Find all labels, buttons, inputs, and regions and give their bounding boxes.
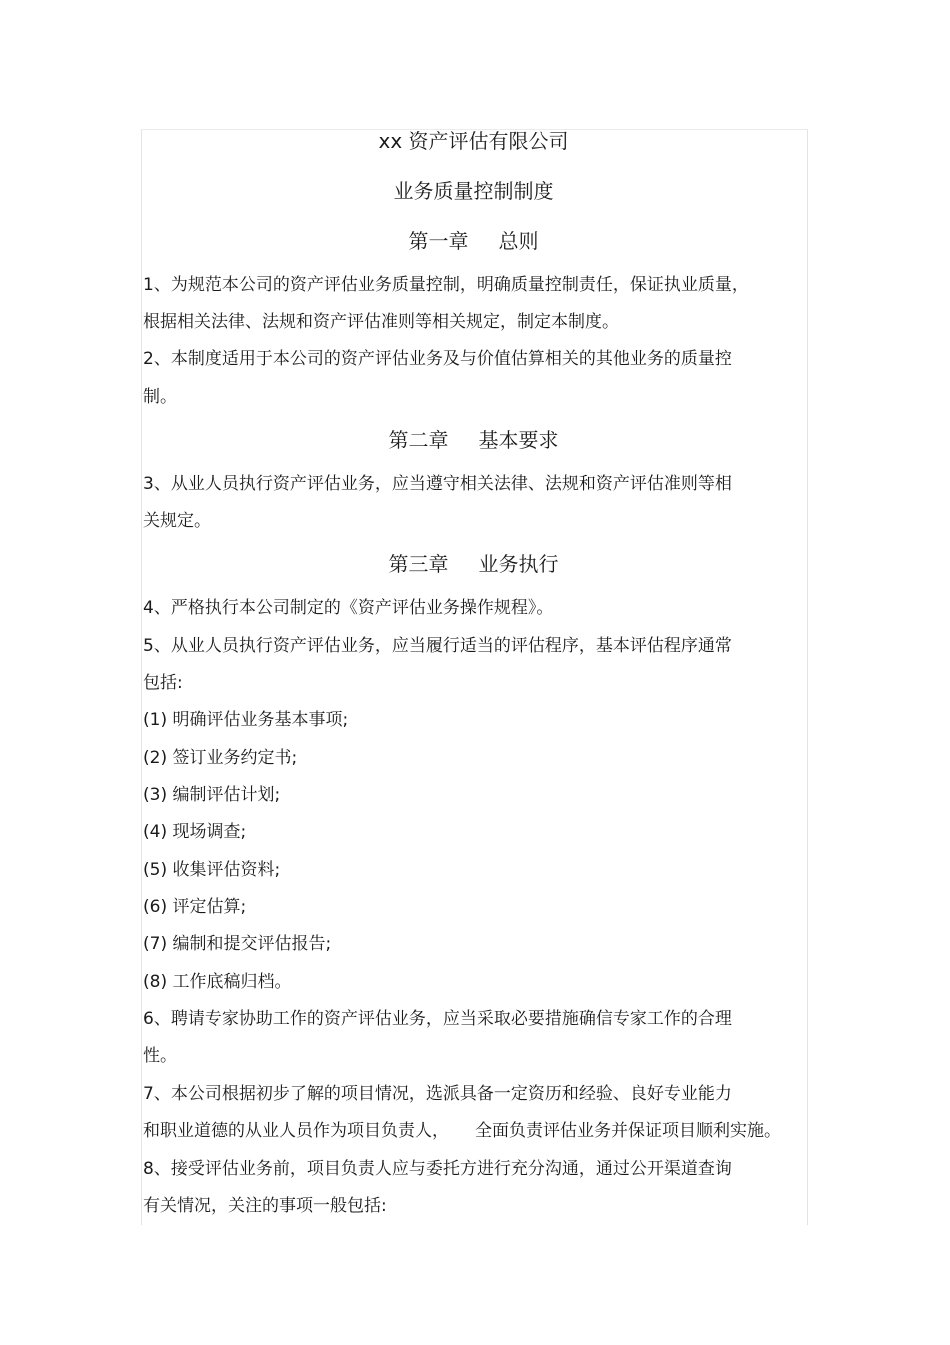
list-item: (3) 编制评估计划; [143,785,281,805]
chapter-1-number: 第一章 [408,229,469,253]
list-item: (4) 现场调查; [143,822,247,842]
list-item: (8) 工作底稿归档。 [143,972,292,992]
paragraph-line: 2、本制度适用于本公司的资产评估业务及与价值估算相关的其他业务的质量控 [143,349,732,369]
chapter-2-title: 基本要求 [478,428,559,452]
paragraph-line [143,1119,781,1143]
paragraph-line: 1、为规范本公司的资产评估业务质量控制，明确质量控制责任，保证执业质量， [143,275,749,295]
chapter-1-heading [141,227,806,255]
chapter-3-heading [141,550,806,578]
paragraph-line: 7、本公司根据初步了解的项目情况，选派具备一定资历和经验、良好专业能力 [143,1084,732,1104]
chapter-3-number: 第三章 [388,552,449,576]
paragraph-line: 3、从业人员执行资产评估业务，应当遵守相关法律、法规和资产评估准则等相 [143,474,732,494]
paragraph-line: 4、严格执行本公司制定的《资产评估业务操作规程》。 [143,598,554,618]
list-item: (6) 评定估算; [143,897,247,917]
chapter-3-title: 业务执行 [478,552,559,576]
paragraph-line: 性。 [143,1046,177,1066]
list-item: (5) 收集评估资料; [143,860,281,880]
chapter-1-title: 总则 [498,229,539,253]
chapter-2-number: 第二章 [388,428,449,452]
paragraph-line: 根据相关法律、法规和资产评估准则等相关规定，制定本制度。 [143,312,619,332]
list-item: (1) 明确评估业务基本事项; [143,710,349,730]
paragraph-line-part: 和职业道德的从业人员作为项目负责人， [143,1121,449,1141]
paragraph-line: 6、聘请专家协助工作的资产评估业务，应当采取必要措施确信专家工作的合理 [143,1009,732,1029]
paragraph-line: 包括: [143,673,183,693]
paragraph-line: 制。 [143,387,177,407]
document-title: 业务质量控制制度 [393,179,554,203]
paragraph-line: 8、接受评估业务前，项目负责人应与委托方进行充分沟通，通过公开渠道查询 [143,1159,732,1179]
paragraph-line-part: 全面负责评估业务并保证项目顺利实施。 [475,1121,781,1141]
paragraph-line: 5、从业人员执行资产评估业务，应当履行适当的评估程序，基本评估程序通常 [143,636,732,656]
paragraph-line: 关规定。 [143,511,211,531]
paragraph-line: 有关情况，关注的事项一般包括: [143,1196,387,1216]
chapter-2-heading [141,426,806,454]
list-item: (7) 编制和提交评估报告; [143,934,332,954]
list-item: (2) 签订业务约定书; [143,748,298,768]
company-title: xx 资产评估有限公司 [378,129,569,153]
